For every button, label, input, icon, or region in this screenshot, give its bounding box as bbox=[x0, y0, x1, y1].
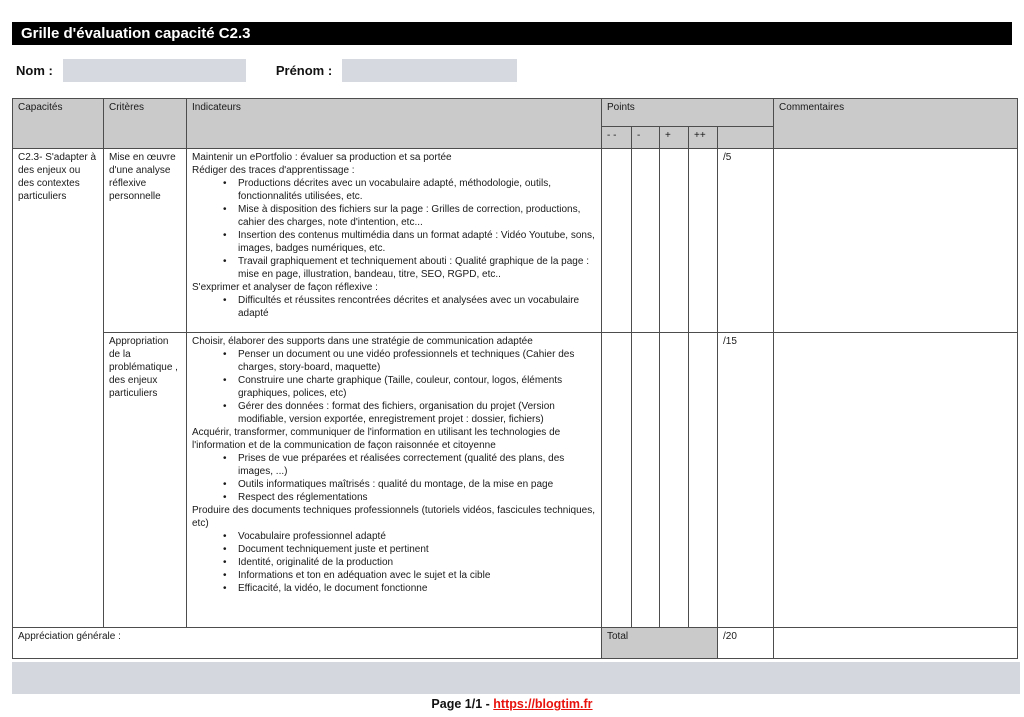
indicateurs-cell bbox=[187, 149, 602, 333]
points-mark-cell bbox=[632, 149, 660, 333]
indicator-text-line: Choisir, élaborer des supports dans une stratégie de communication adaptée bbox=[192, 336, 533, 347]
indicator-bullet-item: • Travail graphiquement et techniquement abouti : Qualité graphique de la page : mise en page, illustration, bandeau, titre, SEO, RGPD, etc.. bbox=[192, 255, 596, 281]
indicator-bullet-item: • Difficultés et réussites rencontrées décrites et analysées avec un vocabulaire adapté bbox=[192, 294, 596, 320]
evaluation-grid bbox=[12, 98, 1018, 659]
indicator-bullet-item: • Vocabulaire professionnel adapté bbox=[192, 530, 596, 543]
blogtim-link[interactable]: https://blogtim.fr bbox=[493, 697, 593, 711]
indicator-text-line: Acquérir, transformer, communiquer de l'information en utilisant les technologies de l'information et de la communication de façon raisonnée et citoyenne bbox=[192, 427, 561, 451]
critere-cell: Appropriation de la problématique , des enjeux particuliers bbox=[104, 333, 187, 628]
capacite-cell: C2.3- S'adapter à des enjeux ou des contextes particuliers bbox=[13, 149, 104, 628]
indicator-text-line: Produire des documents techniques professionnels (tutoriels vidéos, fascicules techniques, etc) bbox=[192, 505, 595, 529]
indicator-bullet-item: • Penser un document ou une vidéo professionnels et techniques (Cahier des charges, story-board, maquette) bbox=[192, 348, 596, 374]
points-mark-cell bbox=[602, 333, 632, 628]
indicator-text-line: S'exprimer et analyser de façon réflexive : bbox=[192, 282, 378, 293]
appreciation-label: Appréciation générale : bbox=[13, 628, 602, 659]
indicator-bullet-item: • Insertion des contenus multimédia dans un format adapté : Vidéo Youtube, sons, images, badges numériques, etc. bbox=[192, 229, 596, 255]
nom-label: Nom : bbox=[16, 63, 53, 78]
indicator-bullet-item: • Identité, originalité de la production bbox=[192, 556, 596, 569]
points-mark-cell bbox=[632, 333, 660, 628]
points-level-minus-minus: - - bbox=[602, 127, 632, 149]
indicator-bullet-item: • Construire une charte graphique (Taille, couleur, contour, logos, éléments graphiques, polices, etc) bbox=[192, 374, 596, 400]
points-level-plus: + bbox=[660, 127, 689, 149]
indicator-bullet-item: • Outils informatiques maîtrisés : qualité du montage, de la mise en page bbox=[192, 478, 596, 491]
commentaire-cell bbox=[774, 149, 1018, 333]
points-mark-cell bbox=[602, 149, 632, 333]
score-cell: /15 bbox=[718, 333, 774, 628]
column-header-indicateurs: Indicateurs bbox=[187, 99, 602, 149]
points-mark-cell bbox=[660, 333, 689, 628]
indicator-bullet-item: • Informations et ton en adéquation avec le sujet et la cible bbox=[192, 569, 596, 582]
points-level-minus: - bbox=[632, 127, 660, 149]
column-header-points: Points bbox=[602, 99, 774, 127]
indicator-bullet-item: • Prises de vue préparées et réalisées correctement (qualité des plans, des images, ...) bbox=[192, 452, 596, 478]
name-form-row bbox=[16, 59, 517, 82]
points-level-plus-plus: ++ bbox=[689, 127, 718, 149]
page-number: Page 1/1 - bbox=[431, 697, 494, 711]
page-footer bbox=[0, 697, 1024, 711]
nom-input[interactable] bbox=[63, 59, 246, 82]
indicateurs-cell bbox=[187, 333, 602, 628]
prenom-label: Prénom : bbox=[275, 63, 333, 78]
indicator-bullet-item: • Document techniquement juste et pertinent bbox=[192, 543, 596, 556]
total-label: Total bbox=[602, 628, 718, 659]
column-header-criteres: Critères bbox=[104, 99, 187, 149]
column-header-capacites: Capacités bbox=[13, 99, 104, 149]
indicator-text-line: Rédiger des traces d'apprentissage : bbox=[192, 165, 355, 176]
points-score-header bbox=[718, 127, 774, 149]
indicator-text-line: Maintenir un ePortfolio : évaluer sa production et sa portée bbox=[192, 152, 452, 163]
indicator-bullet-item: • Gérer des données : format des fichiers, organisation du projet (Version modifiable, version exportée, enregistrement projet : dossier, fichiers) bbox=[192, 400, 596, 426]
score-cell: /5 bbox=[718, 149, 774, 333]
indicator-bullet-item: • Respect des réglementations bbox=[192, 491, 596, 504]
points-mark-cell bbox=[660, 149, 689, 333]
total-commentaire-cell bbox=[774, 628, 1018, 659]
table-row bbox=[13, 149, 1018, 333]
indicator-bullet-item: • Mise à disposition des fichiers sur la page : Grilles de correction, productions, cahier des charges, note d'intention, etc... bbox=[192, 203, 596, 229]
total-score: /20 bbox=[718, 628, 774, 659]
commentaire-cell bbox=[774, 333, 1018, 628]
indicator-bullet-item: • Efficacité, la vidéo, le document fonctionne bbox=[192, 582, 596, 595]
points-mark-cell bbox=[689, 149, 718, 333]
appreciation-input[interactable] bbox=[12, 662, 1020, 694]
prenom-input[interactable] bbox=[342, 59, 517, 82]
page-title: Grille d'évaluation capacité C2.3 bbox=[12, 22, 1012, 45]
table-row bbox=[13, 333, 1018, 628]
indicator-bullet-item: • Productions décrites avec un vocabulaire adapté, méthodologie, outils, fonctionnalités utilisées, etc. bbox=[192, 177, 596, 203]
points-mark-cell bbox=[689, 333, 718, 628]
total-row bbox=[13, 628, 1018, 659]
column-header-commentaires: Commentaires bbox=[774, 99, 1018, 149]
critere-cell: Mise en œuvre d'une analyse réflexive personnelle bbox=[104, 149, 187, 333]
